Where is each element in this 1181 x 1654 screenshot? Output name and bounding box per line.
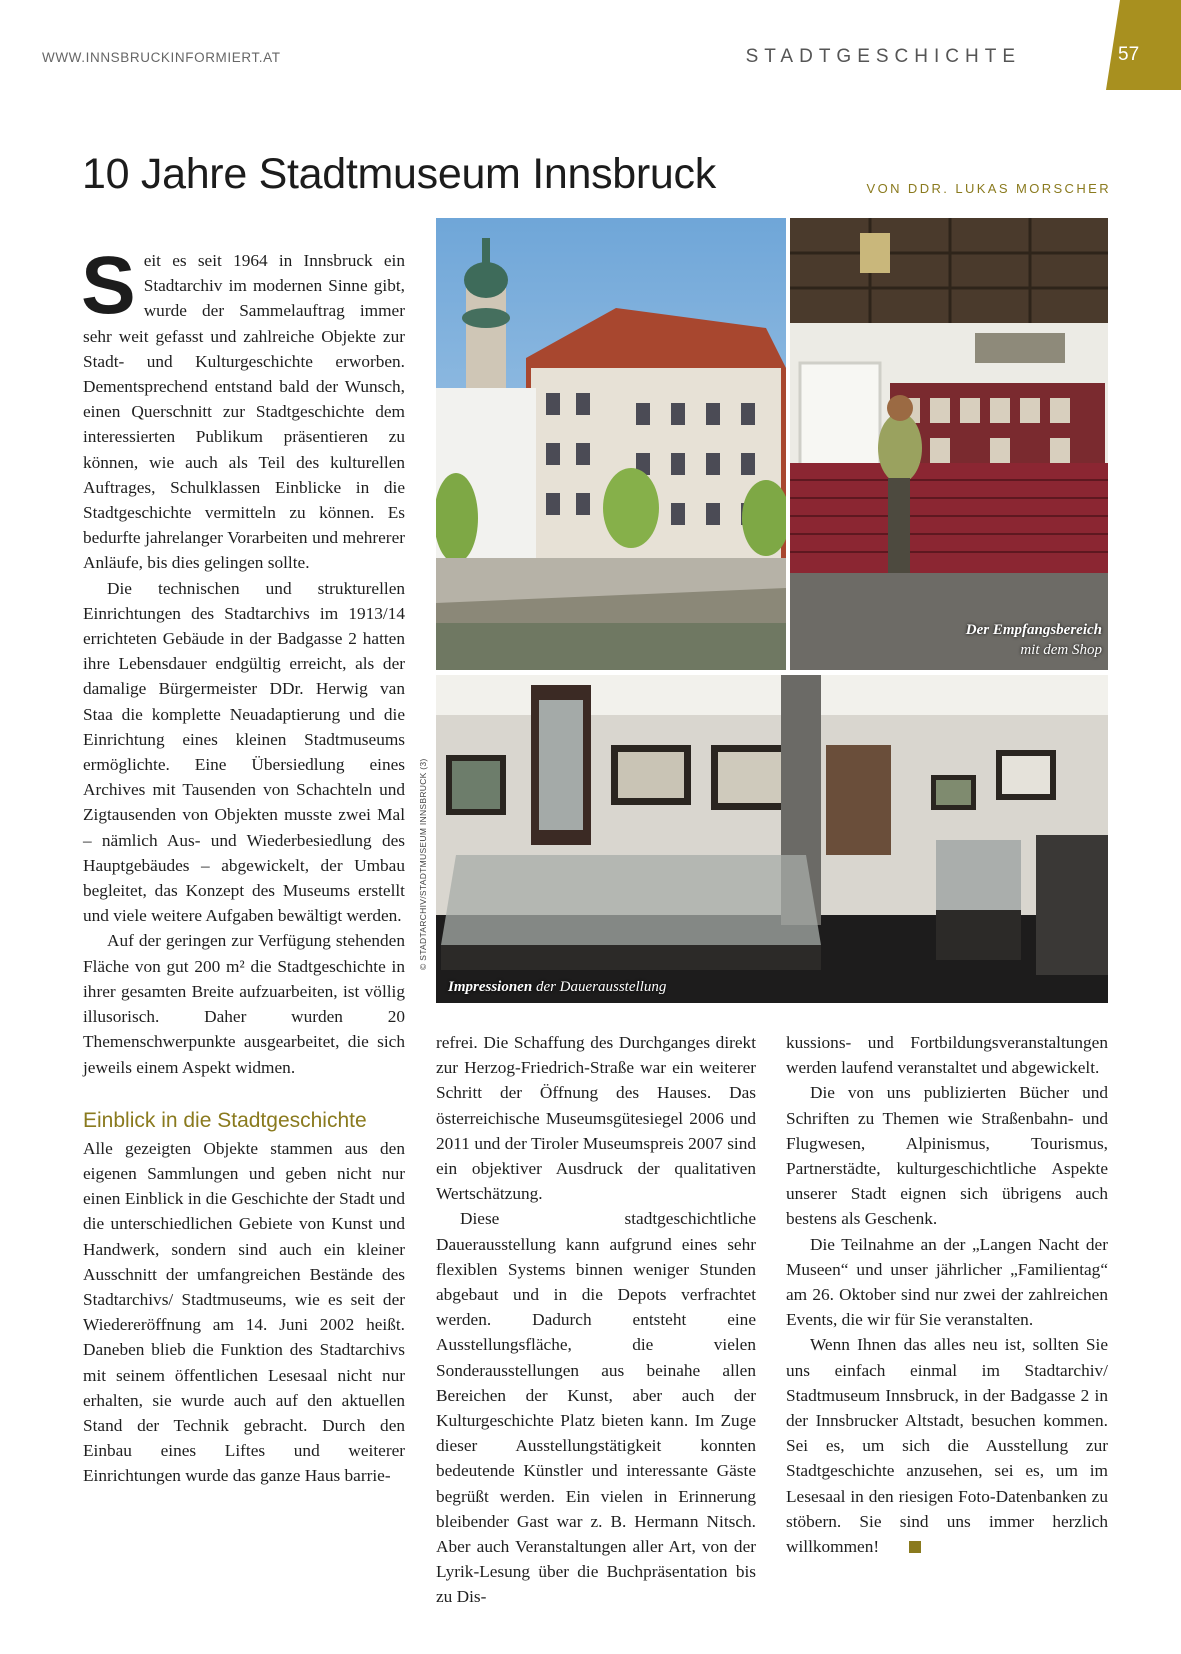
end-mark-icon [909,1541,921,1553]
paragraph: Die Teilnahme an der „Langen Nacht der Museen“ und unser jährlicher „Familientag“ am 26. Oktober sind nur zwei der zahlreichen Events, die wir für Sie veranstalten. [786,1234,1108,1330]
paragraph-continued: refrei. Die Schaffung des Durchganges direkt zur Herzog-Friedrich-Straße war ein weiterer Schritt der Öffnung des Hauses. Das österreichische Museumsgütesiegel 2006 und 2011 und der Tiroler Museumspreis 2007 sind ein objektiver Ausdruck der qualitativen Wertschätzung. [436,1033,756,1204]
photo-credit: © STADTARCHIV/STADTMUSEUM INNSBRUCK (3) [418,758,428,970]
caption-reception [966,620,1102,660]
section-label: STADTGESCHICHTE [745,46,1021,67]
caption-exhibition [448,977,666,997]
caption-reception-bold: Der Empfangsbereich [965,622,1102,638]
paragraph-continued: kussions- und Fortbildungsveranstaltungen werden laufend veranstaltet und abgewickelt. [786,1033,1108,1078]
final-text: Wenn Ihnen das alles neu ist, sollten Sie uns einfach einmal im Stadtarchiv/ Stadtmuseum Innsbruck, in der Badgasse 2 in der Innsbrucker Altstadt, besuchen kommen. Sei es, um sich die Ausstellung zur Stadtgeschichte anzusehen, sei es, um im Lesesaal in den riesigen Foto-Datenbanken zu stöbern. Sie sind uns immer herzlich willkommen! [786,1335,1108,1557]
paragraph: Auf der geringen zur Verfügung stehenden Fläche von gut 200 m² die Stadtgeschichte in ihrer gesamten Breite aufzuarbeiten, ist völlig illusorisch. Daher wurden 20 Themenschwerpunkte ausgearbeitet, die sich jeweils einem Aspekt widmen. [83,931,405,1077]
site-url: WWW.INNSBRUCKINFORMIERT.AT [42,50,281,65]
column-1 [81,240,405,1489]
paragraph-final [786,1332,1108,1559]
caption-reception-rest: mit dem Shop [1020,642,1102,658]
paragraph: Die von uns publizierten Bücher und Schriften zu Themen wie Straßenbahn- und Flugwesen, Alpinismus, Tourismus, Partnerstädte, kulturgeschichtliche Aspekte unserer Stadt eignen sich übrigens auch bestens als Geschenk. [786,1083,1108,1229]
article-author: VON DDR. LUKAS MORSCHER [866,181,1111,196]
paragraph: Diese stadtgeschichtliche Dauerausstellung kann aufgrund eines sehr flexiblen Systems binnen weniger Stunden abgebaut und in die Depots verfrachtet werden. Dadurch entsteht eine Ausstellungsfläche, die vielen Sonderausstellungen aus beinahe allen Bereichen der Kunst, aber auch der Kulturgeschichte Platz bieten kann. Im Zuge dieser Ausstellungstätigkeit konnten bedeutende Künstler und interessante Gäste begrüßt werden. Ein vielen in Erinnerung bleibender Gast war z. B. Hermann Nitsch. Aber auch Veranstaltungen aller Art, von der Lyrik-Lesung über die Buchpräsentation bis zu Dis- [436,1209,756,1607]
page-number: 57 [1118,44,1140,65]
photo-reception-area [790,218,1108,670]
photo-permanent-exhibition [436,675,1108,1003]
paragraph-intro [81,240,405,576]
paragraph: Die technischen und strukturellen Einrichtungen des Stadtarchivs im 1913/14 errichteten Gebäude in der Badgasse 2 hatten ihre Lebensdauer endgültig erreicht, als der damalige Bürgermeister DDr. Herwig van Staa die komplette Neuadaptierung und die Einrichtung eines kleinen Stadtmuseums ermöglichte. Eine Übersiedlung eines Archives mit Tausenden von Schachteln und Zigtausenden von Objekten musste zwei Mal – nämlich Aus- und Wiederbesiedlung des Hauptgebäudes – abgewickelt, der Umbau begleitet, das Konzept des Museums erstellt und viele weitere Aufgaben bewältigt werden. [83,578,405,926]
photo-stadtarchiv-building [436,218,786,670]
caption-exhibition-bold: Impressionen [448,979,533,995]
column-3 [786,1030,1108,1559]
intro-text: eit es seit 1964 in Innsbruck ein Stadtarchiv im modernen Sinne gibt, wurde der Sammelauftrag immer sehr weit gefasst und zahlreiche Objekte zur Stadt- und Kulturgeschichte erworben. Dementsprechend entstand bald der Wunsch, einen Querschnitt zur Stadtgeschichte dem interessierten Publikum präsentieren zu können, wie auch als Teil des kulturellen Auftrages, Schulklassen Einblicke in die Stadtgeschichte vermitteln zu können. Es bedurfte jahrelanger Vorarbeiten und mehrerer Anläufe, bis dies gelingen sollte. [83,251,405,573]
paragraph: Alle gezeigten Objekte stammen aus den eigenen Sammlungen und geben nicht nur einen Einblick in die Geschichte der Stadt und die unterschiedlichen Gebiete von Kunst und Handwerk, sondern sind auch ein kleiner Ausschnitt der umfangreichen Bestände des Stadtarchivs/ Stadtmuseums, wie es seit der Wiedereröffnung am 14. Juni 2002 heißt. Daneben blieb die Funktion des Stadtarchivs mit seinem öffentlichen Lesesaal nicht nur erhalten, sie wurde auch auf den aktuellen Stand der Technik gebracht. Durch den Einbau eines Liftes und weiterer Einrichtungen wurde das ganze Haus barrie- [83,1138,405,1486]
subheading: Einblick in die Stadtgeschichte [83,1108,367,1132]
dropcap: S [81,240,136,331]
article-title: 10 Jahre Stadtmuseum Innsbruck [82,150,716,198]
column-2 [436,1030,756,1610]
caption-exhibition-rest: der Dauerausstellung [535,979,667,995]
